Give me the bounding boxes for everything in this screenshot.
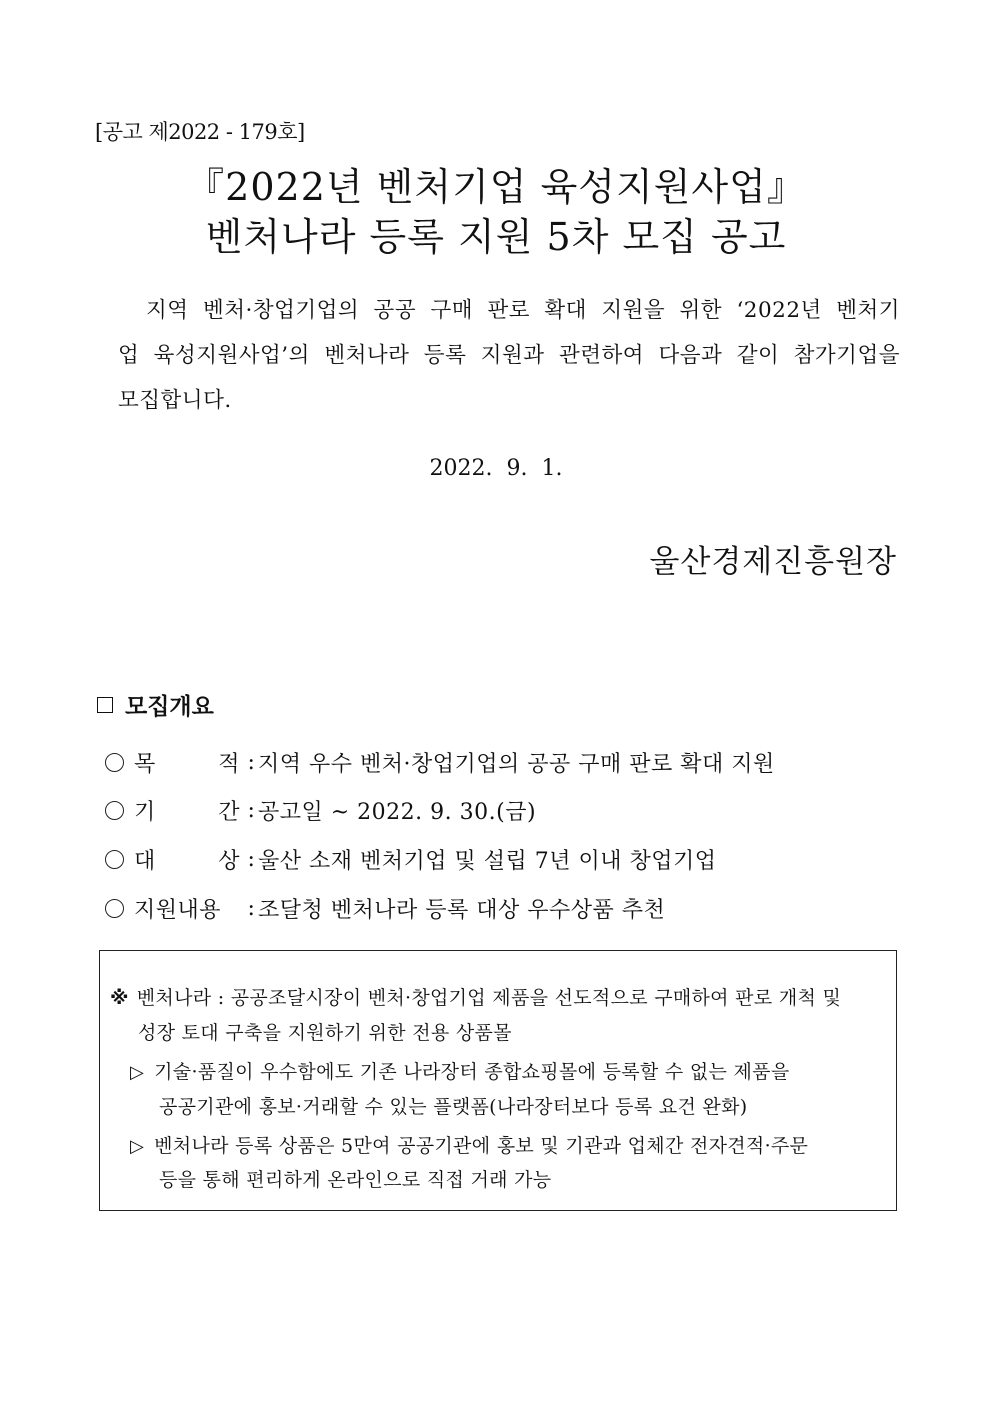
overview-item-target: 대 상 : 울산 소재 벤처기업 및 설립 7년 이내 창업기업 bbox=[105, 844, 717, 875]
triangle-bullet-icon: ▷ bbox=[130, 1136, 145, 1157]
circle-bullet-icon bbox=[105, 801, 124, 820]
section-heading bbox=[97, 688, 214, 721]
intro-paragraph: 지역 벤처·창업기업의 공공 구매 판로 확대 지원을 위한 ‘2022년 벤처기업 육성지원사업’의 벤처나라 등록 지원과 관련하여 다음과 같이 참가기업을 모집합니다. bbox=[118, 298, 900, 413]
note-box bbox=[99, 950, 897, 1211]
note-bullet-2-line-2: 등을 통해 편리하게 온라인으로 직접 거래 가능 bbox=[159, 1169, 552, 1191]
circle-bullet-icon bbox=[105, 899, 124, 918]
notice-number: [공고 제2022 - 179호] bbox=[95, 120, 305, 144]
note-definition-line-2: 성장 토대 구축을 지원하기 위한 전용 상품몰 bbox=[138, 1022, 512, 1044]
circle-bullet-icon bbox=[105, 753, 124, 772]
note-bullet-2-line-1: ▷ 벤처나라 등록 상품은 5만여 공공기관에 홍보 및 기관과 업체간 전자견적·주문 bbox=[130, 1135, 809, 1157]
circle-bullet-icon bbox=[105, 850, 124, 869]
item-value: 공고일 ~ 2022. 9. 30.(금) bbox=[258, 800, 537, 825]
overview-item-purpose: 목 적 : 지역 우수 벤처·창업기업의 공공 구매 판로 확대 지원 bbox=[105, 747, 775, 778]
item-value: 지역 우수 벤처·창업기업의 공공 구매 판로 확대 지원 bbox=[258, 752, 775, 777]
square-bullet-icon bbox=[97, 697, 113, 713]
note-definition-line-1: ※ 벤처나라 : 공공조달시장이 벤처·창업기업 제품을 선도적으로 구매하여 판로 개척 및 bbox=[110, 987, 842, 1009]
overview-item-support: 지원내용 : 조달청 벤처나라 등록 대상 우수상품 추천 bbox=[105, 893, 665, 924]
item-label: 기 간 bbox=[134, 800, 240, 825]
note-bullet-1-line-1: ▷ 기술·품질이 우수함에도 기존 나라장터 종합쇼핑몰에 등록할 수 없는 제품을 bbox=[130, 1061, 790, 1083]
reference-mark-icon: ※ bbox=[110, 987, 129, 1009]
overview-item-period: 기 간 : 공고일 ~ 2022. 9. 30.(금) bbox=[105, 795, 536, 826]
issuing-organization: 울산경제진흥원장 bbox=[649, 544, 897, 580]
triangle-bullet-icon: ▷ bbox=[130, 1062, 145, 1083]
title-line-2: 벤처나라 등록 지원 5차 모집 공고 bbox=[205, 215, 787, 259]
item-label: 목 적 bbox=[134, 752, 240, 777]
section-title: 모집개요 bbox=[125, 694, 214, 720]
item-value: 울산 소재 벤처기업 및 설립 7년 이내 창업기업 bbox=[258, 849, 717, 874]
item-value: 조달청 벤처나라 등록 대상 우수상품 추천 bbox=[258, 898, 666, 923]
item-label: 지원내용 bbox=[134, 898, 222, 923]
title-line-1: 『2022년 벤처기업 육성지원사업』 bbox=[186, 165, 806, 209]
notice-date: 2022. 9. 1. bbox=[429, 456, 563, 481]
note-bullet-1-line-2: 공공기관에 홍보·거래할 수 있는 플랫폼(나라장터보다 등록 요건 완화) bbox=[159, 1096, 748, 1118]
item-label: 대 상 bbox=[134, 849, 240, 874]
